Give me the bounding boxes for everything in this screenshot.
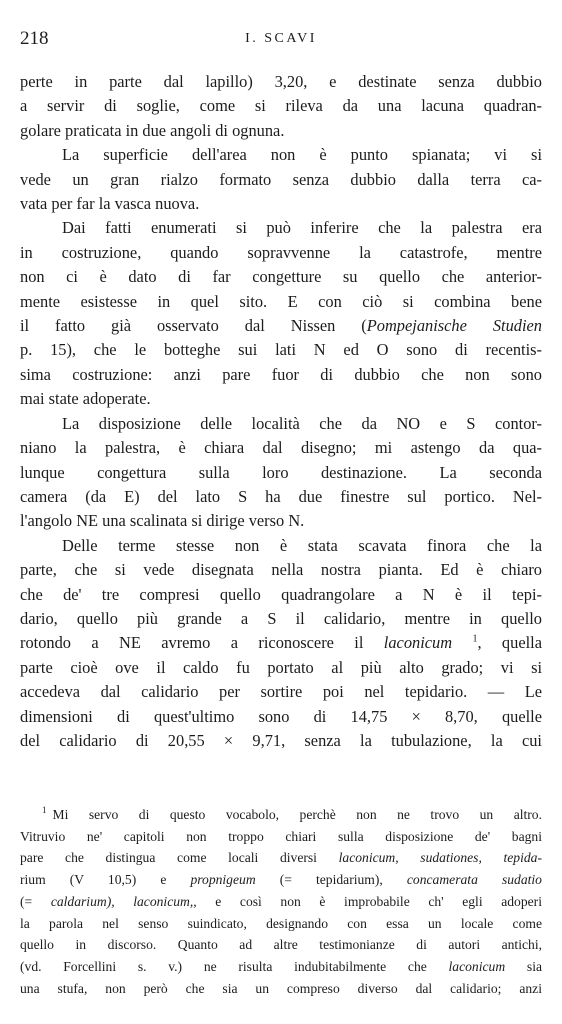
term-laconicum: laconicum: [383, 633, 453, 653]
text-line: vata per far la vasca nuova.: [20, 194, 200, 214]
text-line: dario, quello più grande a S il calidario, mentre in quello: [20, 608, 542, 628]
text-line: La disposizione delle località che da NO e S contor-: [62, 413, 542, 433]
running-title: I. SCAVI: [245, 31, 317, 46]
text-segment: rium (V 10,5) e: [20, 872, 167, 888]
text-line: vede un gran rialzo formato senza dubbio dalla terra ca-: [20, 169, 542, 189]
text-line: p. 15), che le botteghe sui lati N ed O sono di recentis-: [20, 340, 542, 360]
italic-term: laconicum,: [133, 893, 194, 909]
page-number: 218: [20, 28, 49, 49]
text-segment: (vd. Forcellini s. v.) ne risulta indubitabilmente che: [20, 958, 427, 974]
paragraph-3: [20, 216, 542, 411]
footnote-line: quello in discorso. Quanto ad altre testimonianze di autori antichi,: [20, 937, 542, 953]
text-segment: , quella: [477, 633, 542, 653]
paragraph-4: [20, 412, 542, 534]
text-line: parte, che si vede disegnata nella nostra pianta. Ed è chiaro: [20, 560, 542, 580]
paragraph-1: [20, 70, 542, 143]
footnote-line: [20, 869, 542, 891]
paragraph-2: [20, 143, 542, 216]
italic-term: laconicum: [448, 958, 506, 974]
text-line: lunque congettura sulla loro destinazione. La seconda: [20, 462, 542, 482]
paragraph-5: [20, 534, 542, 754]
footnote-line: [20, 847, 542, 869]
document-page: [20, 28, 542, 753]
text-segment: , e così non è improbabile ch' egli adoperi: [193, 893, 542, 909]
text-line: a servir di soglie, come si rileva da una lacuna quadran-: [20, 96, 542, 116]
text-line: parte cioè ove il caldo fu portato al più alto grado; vi si: [20, 657, 542, 677]
text-line: Delle terme stesse non è stata scavata finora che la: [62, 535, 542, 555]
text-line: sima costruzione: anzi pare fuor di dubbio che non sono: [20, 364, 542, 384]
text-segment: Mi servo di questo vocabolo, perchè non ne trovo un altro.: [52, 807, 542, 822]
italic-term: caldarium),: [50, 893, 115, 909]
text-line: mente esistesse in quel sito. E con ciò si combina bene: [20, 291, 542, 311]
footnote-line: la parola nel senso suindicato, designando con essa un locale come: [20, 915, 542, 931]
text-segment: rotondo a NE avremo a riconoscere il: [20, 633, 384, 653]
footnote-line: [20, 956, 542, 978]
text-line: del calidario di 20,55 × 9,71, senza la tubulazione, la cui: [20, 730, 542, 750]
footnote-ref[interactable]: 1: [472, 633, 478, 645]
footnote-line: [20, 804, 542, 826]
text-line: che de' tre compresi quello quadrangolare a N è il tepi-: [20, 584, 542, 604]
footnote-number: 1: [42, 805, 47, 816]
text-line: Dai fatti enumerati si può inferire che la palestra era: [62, 218, 542, 238]
text-line: niano la palestra, è chiara dal disegno; mi astengo da qua-: [20, 438, 542, 458]
body-text: [20, 70, 542, 753]
footnotes: [20, 804, 542, 999]
book-title: Pompejanische Studien: [366, 316, 542, 336]
text-line-with-footnote: [20, 631, 542, 655]
text-line: l'angolo NE una scalinata si dirige verso N.: [20, 511, 305, 531]
text-line: La superficie dell'area non è punto spianata; vi si: [62, 145, 542, 165]
footnote-line: una stufa, non però che sia un compreso diverso dal calidario; anzi: [20, 980, 542, 996]
footnote-line: [20, 891, 542, 913]
text-segment: il fatto già osservato dal Nissen (: [20, 316, 367, 336]
running-head: [20, 28, 542, 54]
text-line: perte in parte dal lapillo) 3,20, e destinate senza dubbio: [20, 72, 542, 91]
text-line: camera (da E) del lato S ha due finestre sul portico. Nel-: [20, 486, 542, 506]
text-line: in costruzione, quando sopravvenne la catastrofe, mentre: [20, 242, 542, 262]
text-line: dimensioni di quest'ultimo sono di 14,75 × 8,70, quelle: [20, 706, 542, 726]
text-line: mai state adoperate.: [20, 389, 151, 409]
italic-term: concamerata sudatio: [406, 872, 542, 888]
italic-term: laconicum, sudationes, tepida-: [338, 850, 542, 866]
text-line: golare praticata in due angoli di ognuna.: [20, 120, 285, 140]
text-segment: (=: [20, 893, 33, 909]
text-line-with-title: [20, 314, 542, 338]
text-segment: (= tepidarium),: [279, 872, 383, 888]
footnote-line: Vitruvio ne' capitoli non troppo chiari sulla disposizione de' bagni: [20, 828, 542, 844]
text-line: non ci è dato di far congetture su quello che anterior-: [20, 267, 542, 287]
text-line: accedeva dal calidario per sortire poi nel tepidario. — Le: [20, 682, 542, 702]
italic-term: propnigeum: [190, 872, 256, 888]
text-segment: sia: [505, 958, 543, 974]
text-segment: pare che distingua come locali diversi: [20, 850, 317, 866]
